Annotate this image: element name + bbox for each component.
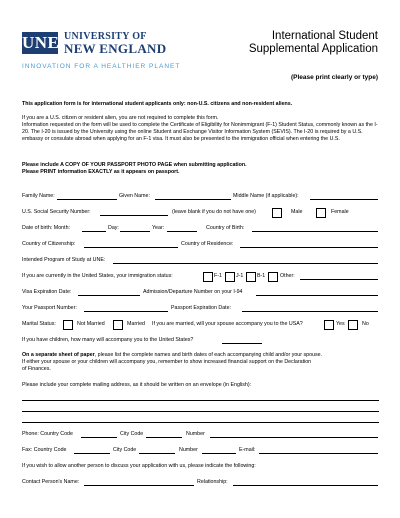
passport-print-note: Please PRINT information EXACTLY as it appears on passport. (22, 169, 180, 175)
not-married-label: Not Married (77, 321, 105, 327)
other-status-field[interactable] (300, 279, 378, 280)
phone-city-label: City Code (120, 431, 144, 437)
b1-label: B-1 (257, 273, 266, 279)
dob-month-label: Date of birth: Month: (22, 225, 70, 231)
dob-day-field[interactable] (120, 231, 150, 232)
dob-month-field[interactable] (82, 231, 106, 232)
ssn-note: (leave blank if you do not have one) (172, 209, 256, 215)
scope-statement: This application form is for international student applicants only: non-U.S. citizens and non-resident aliens. (22, 101, 293, 107)
logo-university-of: UNIVERSITY OF (64, 31, 147, 42)
email-label: E-mail: (239, 447, 256, 453)
residence-field[interactable] (240, 247, 378, 248)
immigration-status-label: If you are currently in the United States, your immigration status: (22, 273, 173, 279)
other-checkbox[interactable] (268, 272, 278, 282)
children-count-field[interactable] (222, 343, 262, 344)
dob-day-label: Day: (108, 225, 119, 231)
admission-field[interactable] (256, 295, 378, 296)
print-note: (Please print clearly or type) (290, 74, 378, 81)
citizenship-label: Country of Citizenship: (22, 241, 76, 247)
passport-number-field[interactable] (84, 311, 168, 312)
title-line-2: Supplemental Application (248, 43, 378, 55)
address-line-2[interactable] (22, 411, 379, 412)
passport-exp-field[interactable] (242, 311, 378, 312)
residence-label: Country of Residence: (181, 241, 234, 247)
j1-label: J-1 (236, 273, 244, 279)
phone-city-field[interactable] (146, 437, 182, 438)
married-checkbox[interactable] (113, 320, 123, 330)
intro-i20-paragraph: Information requested on the form will be used to complete the Certificate of Eligibility for Nonimmigrant (F-1) Student Status, commonly known as the I-20. The I-20 is issued by the University using the online Student and Exchange Visitor Information System (SEVIS). The I-20 is required by a U.S. embassy or consulate abroad when applying for an F-1 visa. It must also be presented to the immigration official when entering the U.S. (22, 122, 378, 142)
spouse-question: If you are married, will your spouse accompany you to the USA? (152, 321, 303, 327)
fax-city-label: City Code (113, 447, 137, 453)
female-label: Female (331, 209, 349, 215)
allow-contact-question: If you wish to allow another person to discuss your application with us, please indicate the following: (22, 463, 256, 469)
dob-year-label: Year: (152, 225, 165, 231)
fax-city-field[interactable] (139, 453, 175, 454)
dependents-bold: On a separate sheet of paper (22, 352, 95, 358)
b1-checkbox[interactable] (246, 272, 256, 282)
visa-exp-label: Visa Expiration Date: (22, 289, 72, 295)
country-birth-field[interactable] (252, 231, 378, 232)
une-logo-mark: UNE (22, 33, 60, 52)
passport-copy-note: Please include A COPY OF YOUR PASSPORT PHOTO PAGE when submitting application. (22, 162, 247, 168)
spouse-yes-checkbox[interactable] (324, 320, 334, 330)
spouse-no-label: No (362, 321, 369, 327)
contact-name-field[interactable] (84, 485, 194, 486)
dependents-line-3: of Finances. (22, 366, 51, 372)
spouse-yes-label: Yes (336, 321, 345, 327)
f1-checkbox[interactable] (203, 272, 213, 282)
passport-number-label: Your Passport Number: (22, 305, 77, 311)
relationship-label: Relationship: (197, 479, 228, 485)
children-question: If you have children, how many will accompany you to the United States? (22, 337, 194, 343)
male-label: Male (291, 209, 303, 215)
fax-country-field[interactable] (74, 453, 110, 454)
relationship-field[interactable] (233, 485, 378, 486)
dependents-line-2: If either your spouse or your children will accompany you, remember to show increased financial support on the Declaration (22, 359, 312, 365)
dependents-rest: , please list the complete names and birth dates of each accompanying child and/or your spouse. (94, 352, 323, 358)
family-name-field[interactable] (57, 199, 117, 200)
middle-name-label: Middle Name (if applicable): (233, 193, 299, 199)
admission-label: Admission/Departure Number on your I-94 (143, 289, 243, 295)
ssn-label: U.S. Social Security Number: (22, 209, 91, 215)
phone-country-field[interactable] (81, 437, 117, 438)
phone-number-field[interactable] (210, 437, 378, 438)
female-checkbox[interactable] (316, 208, 326, 218)
given-name-label: Given Name: (119, 193, 150, 199)
form-title (249, 30, 378, 56)
address-prompt: Please include your complete mailing address, as it should be written on an envelope (in English): (22, 382, 252, 388)
male-checkbox[interactable] (272, 208, 282, 218)
address-line-3[interactable] (22, 422, 379, 423)
title-line-1: International Student (271, 30, 378, 42)
fax-number-label: Number (179, 447, 198, 453)
family-name-label: Family Name: (22, 193, 55, 199)
other-label: Other: (280, 273, 295, 279)
phone-number-label: Number (186, 431, 205, 437)
address-line-1[interactable] (22, 400, 379, 401)
intro-citizen-note: If you are a U.S. citizen or resident alien, you are not required to complete this form. (22, 115, 219, 121)
spouse-no-checkbox[interactable] (348, 320, 358, 330)
contact-name-label: Contact Person's Name: (22, 479, 80, 485)
f1-label: F-1 (214, 273, 222, 279)
not-married-checkbox[interactable] (63, 320, 73, 330)
ssn-field[interactable] (100, 215, 168, 216)
phone-country-label: Phone: Country Code (22, 431, 73, 437)
marital-status-label: Marital Status: (22, 321, 56, 327)
middle-name-field[interactable] (310, 199, 378, 200)
given-name-field[interactable] (155, 199, 231, 200)
tagline: INNOVATION FOR A HEALTHIER PLANET (22, 63, 181, 70)
fax-country-label: Fax: Country Code (22, 447, 67, 453)
fax-number-field[interactable] (202, 453, 236, 454)
dob-year-field[interactable] (167, 231, 197, 232)
j1-checkbox[interactable] (225, 272, 235, 282)
passport-exp-label: Passport Expiration Date: (171, 305, 232, 311)
visa-exp-field[interactable] (78, 295, 140, 296)
dependents-instructions (22, 352, 382, 373)
married-label: Married (127, 321, 145, 327)
country-birth-label: Country of Birth: (206, 225, 245, 231)
program-label: Intended Program of Study at UNE: (22, 257, 106, 263)
citizenship-field[interactable] (84, 247, 178, 248)
program-field[interactable] (113, 263, 378, 264)
email-field[interactable] (259, 453, 378, 454)
logo-new-england: NEW ENGLAND (64, 41, 167, 56)
